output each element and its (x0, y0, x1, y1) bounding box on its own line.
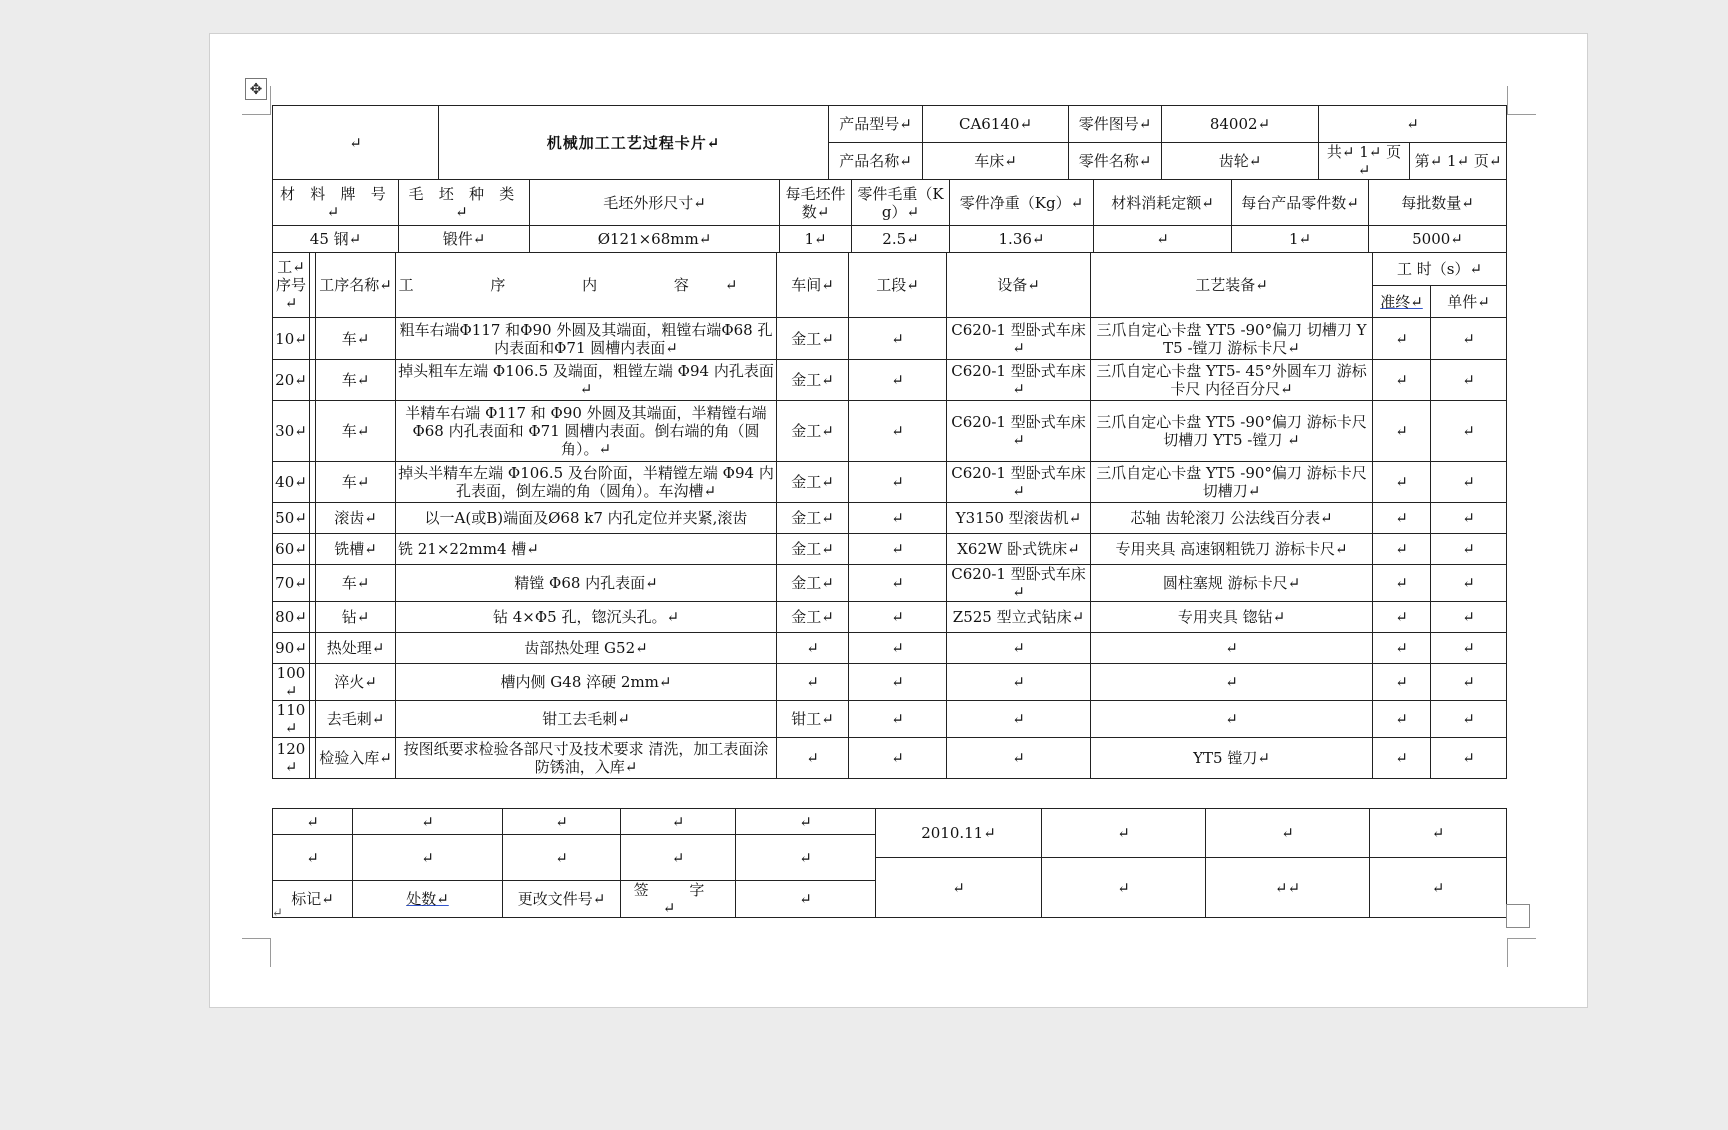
product-model-value[interactable]: CA6140↵ (923, 106, 1069, 143)
table-row (273, 602, 1507, 633)
table-row (273, 503, 1507, 534)
header-blank: ↵ (273, 106, 439, 180)
step-content[interactable]: 掉头粗车左端 Φ106.5 及端面，粗镗左端 Φ94 内孔表面↵ (396, 360, 777, 401)
workshop-header: 车间↵ (777, 253, 849, 318)
equipment-cell[interactable]: ↵ (947, 738, 1091, 779)
section-cell[interactable]: ↵ (849, 701, 947, 738)
unit-time-cell[interactable]: ↵ (1431, 602, 1507, 633)
prep-time-cell[interactable]: ↵ (1373, 633, 1431, 664)
table-row (273, 565, 1507, 602)
tooling-cell[interactable]: 专用夹具 高速钢粗铣刀 游标卡尺↵ (1091, 534, 1373, 565)
step-number[interactable]: 100↵ (273, 664, 310, 701)
prep-time-cell[interactable]: ↵ (1373, 701, 1431, 738)
product-name-label: 产品名称↵ (829, 143, 923, 180)
material-value[interactable]: 5000↵ (1369, 226, 1507, 253)
table-row (273, 401, 1507, 462)
step-content[interactable]: 以一A(或B)端面及Ø68 k7 内孔定位并夹紧,滚齿 (396, 503, 777, 534)
step-no-header: 工↵序号↵ (273, 253, 310, 318)
step-content[interactable]: 半精车右端 Φ117 和 Φ90 外圆及其端面，半精镗右端 Φ68 内孔表面和 Φ71 圆槽内表面。倒右端的角（圆角）。↵ (396, 401, 777, 462)
step-content[interactable]: 按图纸要求检验各部尺寸及技术要求 清洗，加工表面涂防锈油，入库↵ (396, 738, 777, 779)
step-number[interactable]: 30↵ (273, 401, 310, 462)
prep-time-cell[interactable]: ↵ (1373, 318, 1431, 360)
unit-time-cell[interactable]: ↵ (1431, 360, 1507, 401)
step-name[interactable]: 车↵ (316, 401, 396, 462)
unit-time-header: 单件↵ (1431, 286, 1507, 318)
equipment-cell[interactable]: C620-1 型卧式车床↵ (947, 462, 1091, 503)
step-name-header: 工序名称↵ (316, 253, 396, 318)
section-cell[interactable]: ↵ (849, 565, 947, 602)
step-name[interactable]: 车↵ (316, 318, 396, 360)
material-value[interactable]: ↵ (1094, 226, 1232, 253)
step-name[interactable]: 车↵ (316, 565, 396, 602)
tooling-cell[interactable]: YT5 镗刀↵ (1091, 738, 1373, 779)
section-cell[interactable]: ↵ (849, 633, 947, 664)
table-row (273, 534, 1507, 565)
product-name-value[interactable]: 车床↵ (923, 143, 1069, 180)
material-header: 每台产品零件数↵ (1232, 180, 1369, 226)
time-header: 工 时（s）↵ (1373, 253, 1507, 286)
signoff-cell[interactable]: ↵ (353, 809, 503, 835)
tooling-cell[interactable]: ↵ (1091, 701, 1373, 738)
equipment-cell[interactable]: C620-1 型卧式车床↵ (947, 565, 1091, 602)
workshop-cell[interactable]: 金工↵ (777, 602, 849, 633)
content-header: 工 序 内 容↵ (396, 253, 777, 318)
unit-time-cell[interactable]: ↵ (1431, 401, 1507, 462)
signoff-cell[interactable]: ↵ (503, 809, 621, 835)
header-right-blank[interactable]: ↵ (1319, 106, 1507, 143)
step-name[interactable]: 检验入库↵ (316, 738, 396, 779)
approval-cell[interactable]: ↵ (1042, 809, 1206, 858)
material-header: 零件净重（Kg）↵ (950, 180, 1094, 226)
step-number[interactable]: 120↵ (273, 738, 310, 779)
approval-cell[interactable]: ↵ (876, 858, 1042, 918)
workshop-cell[interactable]: 金工↵ (777, 565, 849, 602)
signoff-table (272, 808, 1507, 918)
workshop-cell[interactable]: ↵ (777, 738, 849, 779)
crop-mark-top-right (1507, 86, 1536, 115)
unit-time-cell[interactable]: ↵ (1431, 462, 1507, 503)
section-cell[interactable]: ↵ (849, 462, 947, 503)
equipment-cell[interactable]: Y3150 型滚齿机↵ (947, 503, 1091, 534)
page-title: 机械加工工艺过程卡片↵ (439, 106, 829, 180)
workshop-cell[interactable]: 金工↵ (777, 534, 849, 565)
step-number[interactable]: 90↵ (273, 633, 310, 664)
signoff-cell[interactable]: ↵ (353, 835, 503, 881)
equipment-cell[interactable]: C620-1 型卧式车床↵ (947, 360, 1091, 401)
approval-cell[interactable]: ↵ (1370, 809, 1507, 858)
equipment-header: 设备↵ (947, 253, 1091, 318)
section-cell[interactable]: ↵ (849, 360, 947, 401)
prep-time-cell[interactable]: ↵ (1373, 664, 1431, 701)
tooling-cell[interactable]: 三爪自定心卡盘 YT5 -90°偏刀 游标卡尺 切槽刀↵ (1091, 462, 1373, 503)
section-cell[interactable]: ↵ (849, 503, 947, 534)
material-value[interactable]: Ø121×68mm↵ (530, 226, 780, 253)
unit-time-cell[interactable]: ↵ (1431, 738, 1507, 779)
approval-cell[interactable]: ↵ (1370, 858, 1507, 918)
unit-time-cell[interactable]: ↵ (1431, 503, 1507, 534)
signoff-cell[interactable]: ↵ (736, 809, 876, 835)
count-label: 处数↵ (353, 881, 503, 918)
tooling-cell[interactable]: ↵ (1091, 633, 1373, 664)
equipment-cell[interactable]: ↵ (947, 664, 1091, 701)
material-header: 零件毛重（Kg）↵ (852, 180, 950, 226)
table-row (273, 633, 1507, 664)
step-number[interactable]: 80↵ (273, 602, 310, 633)
section-cell[interactable]: ↵ (849, 738, 947, 779)
step-name[interactable]: 淬火↵ (316, 664, 396, 701)
product-model-label: 产品型号↵ (829, 106, 923, 143)
tooling-cell[interactable]: ↵ (1091, 664, 1373, 701)
material-header: 每毛坯件数↵ (780, 180, 852, 226)
material-header: 材 料 牌 号↵ (273, 180, 399, 226)
table-row (273, 462, 1507, 503)
table-row (273, 701, 1507, 738)
section-cell[interactable]: ↵ (849, 664, 947, 701)
step-name[interactable]: 去毛刺↵ (316, 701, 396, 738)
signoff-cell[interactable]: ↵ (736, 835, 876, 881)
material-header: 毛坯外形尺寸↵ (530, 180, 780, 226)
approval-cell[interactable]: ↵ (1206, 809, 1370, 858)
step-name[interactable]: 滚齿↵ (316, 503, 396, 534)
section-header: 工段↵ (849, 253, 947, 318)
prep-time-cell[interactable]: ↵ (1373, 401, 1431, 462)
material-table (272, 179, 1507, 253)
workshop-cell[interactable]: ↵ (777, 633, 849, 664)
unit-time-cell[interactable]: ↵ (1431, 664, 1507, 701)
equipment-cell[interactable]: C620-1 型卧式车床↵ (947, 318, 1091, 360)
material-header: 每批数量↵ (1369, 180, 1507, 226)
sign-label: 签 字↵ (621, 881, 736, 918)
step-number[interactable]: 10↵ (273, 318, 310, 360)
prep-time-cell[interactable]: ↵ (1373, 503, 1431, 534)
crop-mark-bottom-right (1507, 938, 1536, 967)
workshop-cell[interactable]: 金工↵ (777, 318, 849, 360)
step-content[interactable]: 铣 21×22mm4 槽↵ (396, 534, 777, 565)
part-name-label: 零件名称↵ (1069, 143, 1162, 180)
approval-cell[interactable]: ↵↵ (1206, 858, 1370, 918)
tooling-cell[interactable]: 三爪自定心卡盘 YT5 -90°偏刀 游标卡尺 切槽刀 YT5 -镗刀 ↵ (1091, 401, 1373, 462)
part-name-value[interactable]: 齿轮↵ (1162, 143, 1319, 180)
mark-label: 标记↵ (273, 881, 353, 918)
section-cell[interactable]: ↵ (849, 401, 947, 462)
table-row (273, 360, 1507, 401)
prep-time-cell[interactable]: ↵ (1373, 360, 1431, 401)
total-pages: 共↵ 1↵ 页↵ (1319, 143, 1410, 180)
page-number: 第↵ 1↵ 页↵ (1410, 143, 1507, 180)
part-drawing-value[interactable]: 84002↵ (1162, 106, 1319, 143)
change-doc-label: 更改文件号↵ (503, 881, 621, 918)
tooling-cell[interactable]: 三爪自定心卡盘 YT5 -90°偏刀 切槽刀 YT5 -镗刀 游标卡尺↵ (1091, 318, 1373, 360)
step-name[interactable]: 车↵ (316, 462, 396, 503)
signoff-cell[interactable]: ↵ (621, 835, 736, 881)
workshop-cell[interactable]: 金工↵ (777, 503, 849, 534)
paragraph-mark: ↵ (272, 906, 283, 921)
prep-time-cell[interactable]: ↵ (1373, 602, 1431, 633)
tooling-cell[interactable]: 三爪自定心卡盘 YT5- 45°外圆车刀 游标卡尺 内径百分尺↵ (1091, 360, 1373, 401)
prep-time-cell[interactable]: ↵ (1373, 565, 1431, 602)
prep-time-cell[interactable]: ↵ (1373, 462, 1431, 503)
tooling-header: 工艺装备↵ (1091, 253, 1373, 318)
material-header: 毛 坯 种 类↵ (399, 180, 530, 226)
step-number[interactable]: 50↵ (273, 503, 310, 534)
step-content[interactable]: 齿部热处理 G52↵ (396, 633, 777, 664)
equipment-cell[interactable]: ↵ (947, 633, 1091, 664)
step-content[interactable]: 钳工去毛刺↵ (396, 701, 777, 738)
unit-time-cell[interactable]: ↵ (1431, 633, 1507, 664)
section-cell[interactable]: ↵ (849, 318, 947, 360)
material-value[interactable]: 45 钢↵ (273, 226, 399, 253)
workshop-cell[interactable]: 金工↵ (777, 462, 849, 503)
tooling-cell[interactable]: 芯轴 齿轮滚刀 公法线百分表↵ (1091, 503, 1373, 534)
material-value[interactable]: 锻件↵ (399, 226, 530, 253)
material-value[interactable]: 1↵ (780, 226, 852, 253)
step-number[interactable]: 70↵ (273, 565, 310, 602)
step-content[interactable]: 槽内侧 G48 淬硬 2mm↵ (396, 664, 777, 701)
prep-time-cell[interactable]: ↵ (1373, 738, 1431, 779)
prep-time-header: 准终↵ (1373, 286, 1431, 318)
step-name[interactable]: 车↵ (316, 360, 396, 401)
table-row (273, 664, 1507, 701)
step-content[interactable]: 粗车右端Φ117 和Φ90 外圆及其端面，粗镗右端Φ68 孔内表面和Φ71 圆槽内表面↵ (396, 318, 777, 360)
signoff-cell[interactable]: ↵ (273, 809, 353, 835)
operations-table (272, 252, 1507, 779)
signoff-cell[interactable]: ↵ (503, 835, 621, 881)
header-table (272, 105, 1507, 180)
workshop-cell[interactable]: 钳工↵ (777, 701, 849, 738)
document-page (210, 34, 1587, 1007)
unit-time-cell[interactable]: ↵ (1431, 565, 1507, 602)
step-number[interactable]: 110↵ (273, 701, 310, 738)
tooling-cell[interactable]: 圆柱塞规 游标卡尺↵ (1091, 565, 1373, 602)
unit-time-cell[interactable]: ↵ (1431, 534, 1507, 565)
tooling-cell[interactable]: 专用夹具 锪钻↵ (1091, 602, 1373, 633)
signoff-cell[interactable]: ↵ (273, 835, 353, 881)
step-name[interactable]: 铣槽↵ (316, 534, 396, 565)
equipment-cell[interactable]: ↵ (947, 701, 1091, 738)
approval-cell[interactable]: ↵ (1042, 858, 1206, 918)
step-content[interactable]: 精镗 Φ68 内孔表面↵ (396, 565, 777, 602)
step-name[interactable]: 钻↵ (316, 602, 396, 633)
crop-mark-bottom-left (242, 938, 271, 967)
material-value[interactable]: 1↵ (1232, 226, 1369, 253)
unit-time-cell[interactable]: ↵ (1431, 701, 1507, 738)
step-number[interactable]: 60↵ (273, 534, 310, 565)
equipment-cell[interactable]: C620-1 型卧式车床↵ (947, 401, 1091, 462)
part-drawing-label: 零件图号↵ (1069, 106, 1162, 143)
approval-date[interactable]: 2010.11↵ (876, 809, 1042, 858)
equipment-cell[interactable]: X62W 卧式铣床↵ (947, 534, 1091, 565)
signoff-cell[interactable]: ↵ (736, 881, 876, 918)
material-value[interactable]: 1.36↵ (950, 226, 1094, 253)
workshop-cell[interactable]: ↵ (777, 664, 849, 701)
equipment-cell[interactable]: Z525 型立式钻床↵ (947, 602, 1091, 633)
workshop-cell[interactable]: 金工↵ (777, 360, 849, 401)
material-value[interactable]: 2.5↵ (852, 226, 950, 253)
step-number[interactable]: 40↵ (273, 462, 310, 503)
signoff-cell[interactable]: ↵ (621, 809, 736, 835)
section-cell[interactable]: ↵ (849, 534, 947, 565)
unit-time-cell[interactable]: ↵ (1431, 318, 1507, 360)
section-cell[interactable]: ↵ (849, 602, 947, 633)
step-number[interactable]: 20↵ (273, 360, 310, 401)
step-content[interactable]: 钻 4×Φ5 孔，锪沉头孔。↵ (396, 602, 777, 633)
step-name[interactable]: 热处理↵ (316, 633, 396, 664)
table-resize-handle[interactable] (1506, 904, 1530, 928)
prep-time-cell[interactable]: ↵ (1373, 534, 1431, 565)
material-header: 材料消耗定额↵ (1094, 180, 1232, 226)
table-move-handle-icon[interactable]: ✥ (245, 78, 267, 100)
table-row (273, 318, 1507, 360)
workshop-cell[interactable]: 金工↵ (777, 401, 849, 462)
table-row (273, 738, 1507, 779)
step-content[interactable]: 掉头半精车左端 Φ106.5 及台阶面，半精镗左端 Φ94 内孔表面，倒左端的角（圆角）。车沟槽↵ (396, 462, 777, 503)
